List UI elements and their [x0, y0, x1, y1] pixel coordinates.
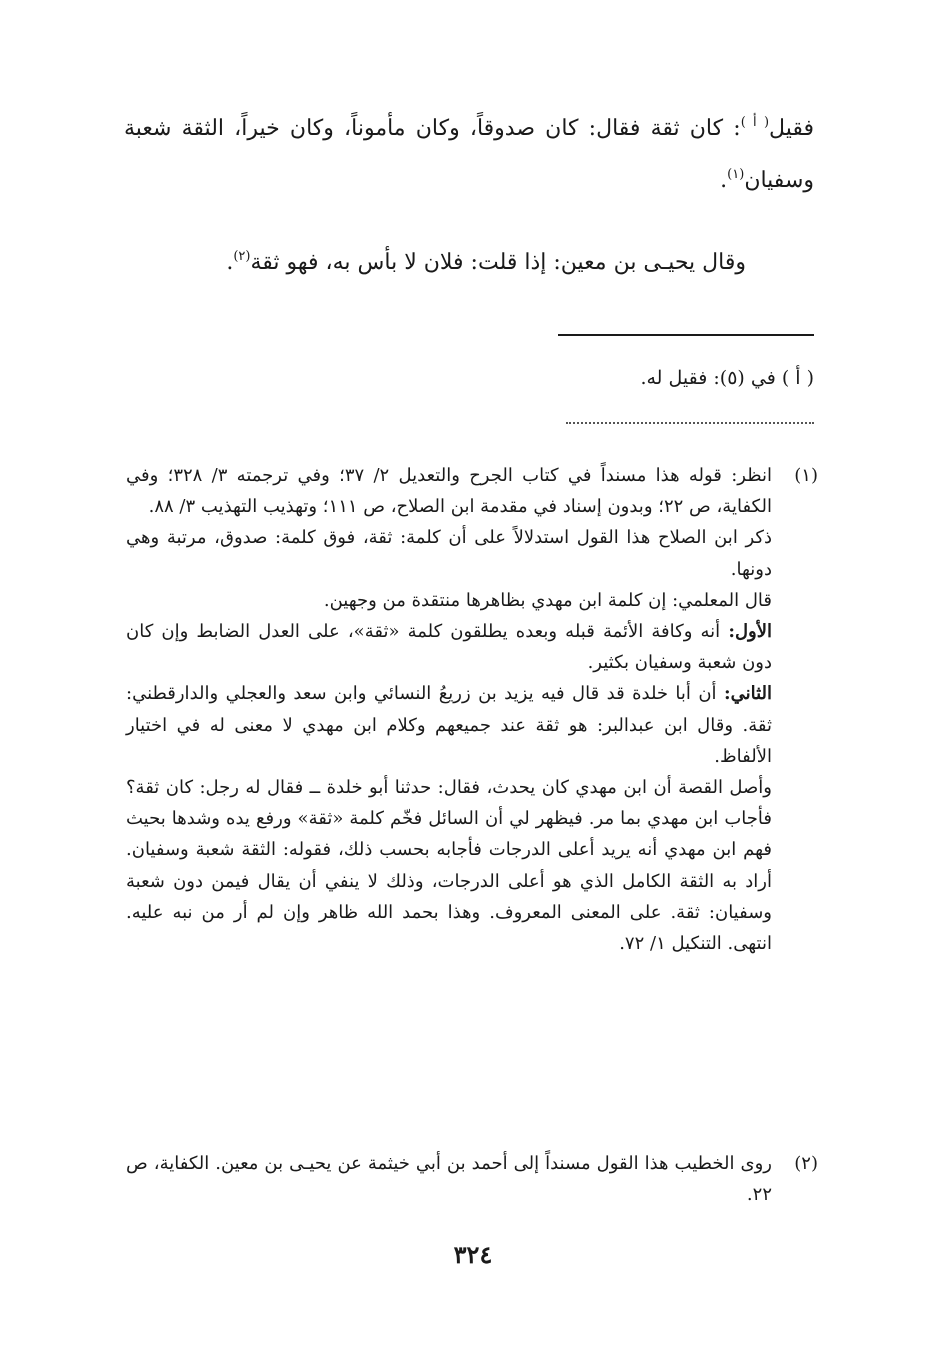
first-point-text: أنه وكافة الأئمة قبله وبعده يطلقون كلمة «ثقة»، على العدل الضابط وإن كان دون شعبة وسفيان بكثير. — [126, 621, 772, 674]
footnote-1-body — [126, 460, 772, 959]
footnote-1-para-1: انظر: قوله هذا مسنداً في كتاب الجرح والتعديل ٢/ ٣٧؛ وفي ترجمته ٣/ ٣٢٨؛ وفي الكفاية، ص ٢٢؛ وبدون إسناد في مقدمة ابن الصلاح، ص ١١١؛ وتهذيب التهذيب ٣/ ٨٨. — [126, 465, 772, 518]
page-number: ٣٢٤ — [453, 1240, 493, 1269]
main-p1-rest: : كان ثقة فقال: كان صدوقاً، وكان مأموناً، وكان خيراً، الثقة شعبة وسفيان — [124, 116, 814, 193]
first-point-label: الأول: — [728, 621, 772, 643]
footnote-2-number: (٢) — [794, 1153, 818, 1174]
dotted-separator — [566, 422, 814, 424]
footnote-2-para-1: روى الخطيب هذا القول مسنداً إلى أحمد بن أبي خيثمة عن يحيـى بن معين. الكفاية، ص ٢٢. — [126, 1153, 772, 1206]
main-p1-text: فقيل — [769, 116, 814, 141]
footnote-2 — [126, 1148, 816, 1210]
second-point-text: أن أبا خلدة قد قال فيه يزيد بن زريعُ النسائي وابن سعد والعجلي والدارقطني: ثقة. وقال ابن عبدالبر: هو ثقة عند جميعهم وكلام ابن مهدي لا معنى له في اختيار الألفاظ. — [126, 683, 772, 767]
footnote-1-first-point — [126, 616, 772, 678]
main-paragraph-2 — [126, 237, 746, 289]
footnote-1-number: (١) — [794, 465, 818, 486]
second-point-label: الثاني: — [723, 683, 772, 705]
footnote-1-para-2: ذكر ابن الصلاح هذا القول استدلالاً على أن كلمة: ثقة، فوق كلمة: صدوق، مرتبة وهي دونها. — [126, 527, 772, 580]
footnote-ref-1: (١) — [727, 167, 745, 182]
footnote-1-para-3: قال المعلمي: إن كلمة ابن مهدي بظاهرها منتقدة من وجهين. — [323, 589, 772, 611]
footnote-1-second-point — [126, 678, 772, 772]
footnote-separator — [558, 334, 814, 336]
variant-marker: ( أ ) — [740, 115, 770, 130]
main-p2-end: . — [226, 250, 234, 275]
footnote-1-last-para: وأصل القصة أن ابن مهدي كان يحدث، فقال: حدثنا أبو خلدة ــ فقال له رجل: كان ثقة؟ فأجاب ابن مهدي بما مر. فيظهر لي أن السائل فخّم كلمة «ثقة» ورفع يده وشدها بحيث فهم ابن مهدي أنه يريد أعلى الدرجات فأجابه بحسب ذلك، فقوله: الثقة شعبة وسفيان. أراد به الثقة الكامل الذي هو أعلى الدرجات، وذلك لا ينفي أن يقال فيمن دون شعبة وسفيان: ثقة. على المعنى المعروف. وهذا بحمد الله ظاهر وإن لم أر من نبه عليه. انتهى. التنكيل ١/ ٧٢. — [126, 777, 772, 955]
main-paragraph-1 — [124, 103, 814, 207]
main-p2-text: وقال يحيـى بن معين: إذا قلت: فلان لا بأس به، فهو ثقة — [250, 250, 746, 275]
main-p1-end: . — [720, 168, 728, 193]
variant-note: ( أ ) في (٥): فقيل له. — [640, 367, 814, 389]
footnote-2-body — [126, 1148, 772, 1210]
footnote-ref-2: (٢) — [233, 249, 251, 264]
footnote-1 — [126, 460, 816, 959]
